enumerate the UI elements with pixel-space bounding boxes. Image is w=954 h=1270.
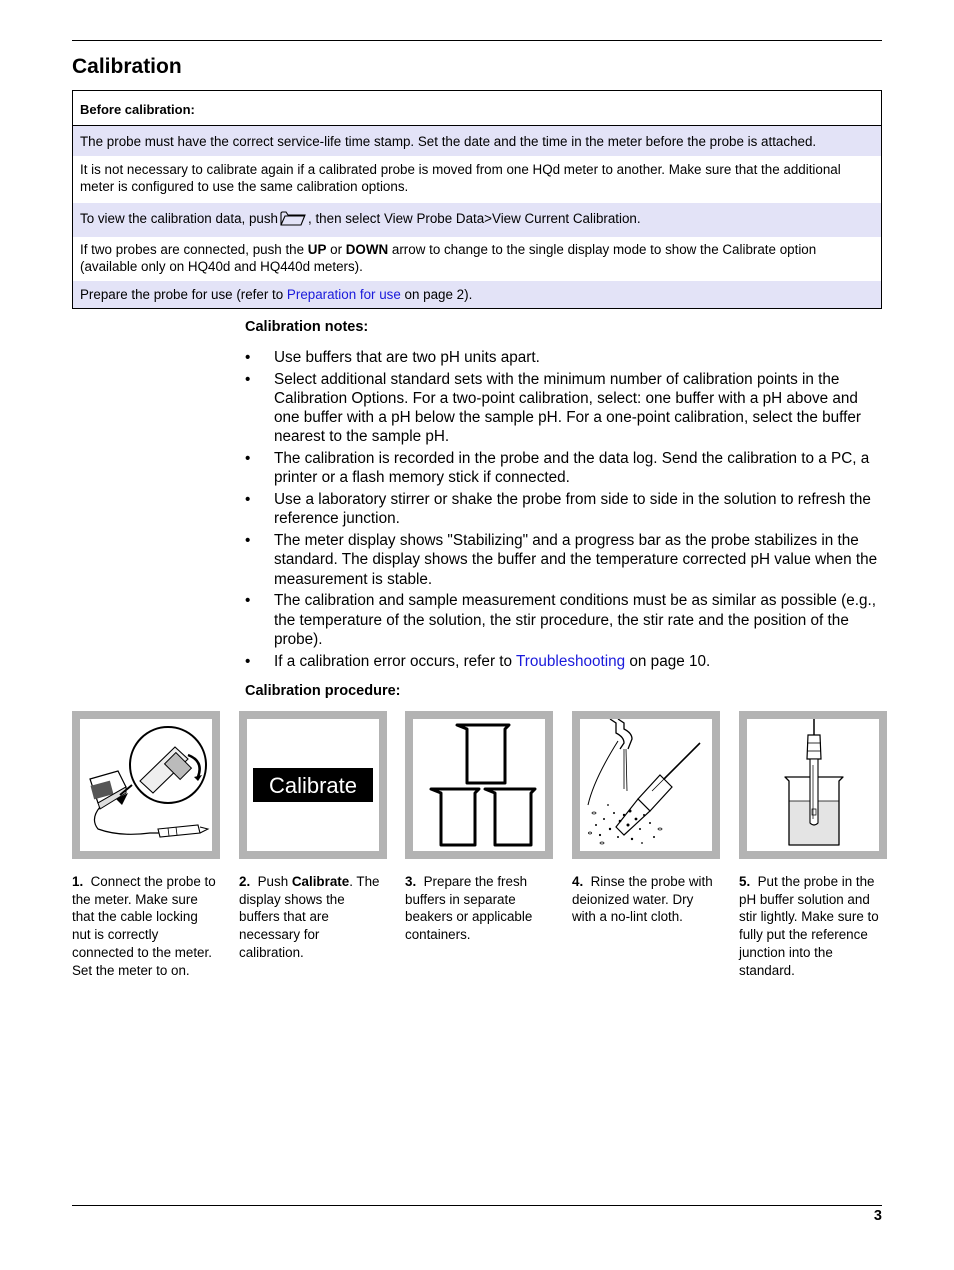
bullet: • [245, 349, 251, 366]
bullet: • [245, 592, 251, 610]
step-2-illustration [239, 711, 387, 859]
note-text: The calibration is recorded in the probe and the data log. Send the calibration to a PC, a printer or a flash memory stick if connected. [274, 450, 870, 487]
box-row-timestamp: The probe must have the correct service-life time stamp. Set the date and the time in the meter before the probe is attached. [73, 126, 881, 156]
step-text: Connect the probe to the meter. Make sure that the cable locking nut is correctly connected to the meter. Set the meter to on. [72, 874, 216, 978]
step-text: Prepare the fresh buffers in separate beakers or applicable containers. [405, 874, 533, 943]
bullet: • [245, 532, 251, 550]
bullet: • [245, 491, 251, 509]
step-text: Push [257, 874, 292, 889]
step-text: Put the probe in the pH buffer solution and stir lightly. Make sure to fully put the reference junction into the standard. [739, 874, 879, 978]
meter-probe-connection-image [80, 719, 212, 851]
list-item [245, 591, 885, 649]
note-text: Select additional standard sets with the minimum number of calibration points in the Calibration Options. For a two-point calibration, select: one buffer with a pH above and one buffer with a pH below the sample pH. For a one-point calibration, select the buffer nearest to the sample pH. [274, 370, 862, 446]
bullet: • [245, 450, 251, 468]
row4-text-c: arrow to change to the single display mode to show the Calibrate option (available only on HQ40d and HQ440d meters). [80, 242, 817, 274]
calibrate-display-image [247, 719, 379, 851]
note-text: If a calibration error occurs, refer to [274, 652, 517, 670]
header-rule [72, 40, 882, 41]
row5-text-after: on page 2). [400, 287, 473, 302]
folder-icon [280, 209, 306, 230]
down-key-label: DOWN [345, 242, 389, 257]
calibration-notes-heading: Calibration notes: [245, 319, 369, 335]
rinse-probe-image [580, 719, 712, 851]
before-calibration-box [72, 90, 882, 309]
list-item [245, 370, 885, 447]
note-text: The meter display shows "Stabilizing" and a progress bar as the probe stabilizes in the standard. The display shows the buffer and the temperature corrected pH value when the measurement is stable. [274, 532, 878, 588]
step-3-illustration [405, 711, 553, 859]
note-text-after: on page 10. [625, 652, 711, 670]
note-text: Use buffers that are two pH units apart. [274, 349, 540, 366]
step-5-caption [739, 873, 887, 979]
step-1-illustration [72, 711, 220, 859]
step-number: 1. [72, 874, 84, 889]
box-row-two-probes [73, 237, 881, 281]
list-item [245, 348, 885, 367]
step-2-caption [239, 873, 387, 962]
row4-text-b: or [326, 242, 346, 257]
note-text: Use a laboratory stirrer or shake the probe from side to side in the solution to refresh the reference junction. [274, 491, 871, 528]
step-text: Rinse the probe with deionized water. Dry with a no-lint cloth. [572, 874, 713, 925]
box-row-prepare-probe [73, 281, 881, 308]
step-4-illustration [572, 711, 720, 859]
footer-rule [72, 1205, 882, 1206]
step-number: 4. [572, 874, 584, 889]
calibration-procedure-heading: Calibration procedure: [245, 683, 401, 699]
preparation-for-use-link[interactable]: Preparation for use [286, 287, 401, 302]
step-3-caption [405, 873, 553, 944]
step-number: 3. [405, 874, 417, 889]
list-item [245, 490, 885, 528]
list-item [245, 652, 885, 671]
calibrate-screen-label: Calibrate [268, 773, 358, 798]
bullet: • [245, 652, 251, 670]
probe-in-buffer-image [747, 719, 879, 851]
calibration-notes-list [245, 348, 885, 673]
bullet: • [245, 370, 251, 388]
note-text: The calibration and sample measurement conditions must be as similar as possible (e.g., the temperature of the solution, the stir procedure, the stir rate and the position of the probe). [274, 592, 876, 648]
step-1-caption [72, 873, 220, 979]
page-number: 3 [873, 1208, 882, 1224]
box-row-hqd-meter: It is not necessary to calibrate again if a calibrated probe is moved from one HQd meter to another. Make sure that the additional meter is configured to use the same calibration options. [80, 162, 841, 194]
row5-text-before: Prepare the probe for use (refer to [80, 287, 287, 302]
step-number: 2. [239, 874, 251, 889]
step-4-caption [572, 873, 720, 926]
section-title: Calibration [72, 55, 182, 78]
step-text-after: . The display shows the buffers that are necessary for calibration. [239, 874, 380, 960]
row3-text-before: To view the calibration data, push [80, 211, 279, 226]
box-header: Before calibration: [73, 91, 881, 126]
calibrate-key-label: Calibrate [291, 874, 350, 889]
list-item [245, 449, 885, 487]
beakers-image [413, 719, 545, 851]
list-item [245, 531, 885, 589]
up-key-label: UP [307, 242, 327, 257]
row3-text-after: , then select View Probe Data>View Current Calibration. [308, 211, 641, 226]
troubleshooting-link[interactable]: Troubleshooting [516, 652, 626, 670]
step-5-illustration [739, 711, 887, 859]
step-number: 5. [739, 874, 751, 889]
row4-text-a: If two probes are connected, push the [80, 242, 308, 257]
box-row-view-calibration [73, 203, 881, 237]
